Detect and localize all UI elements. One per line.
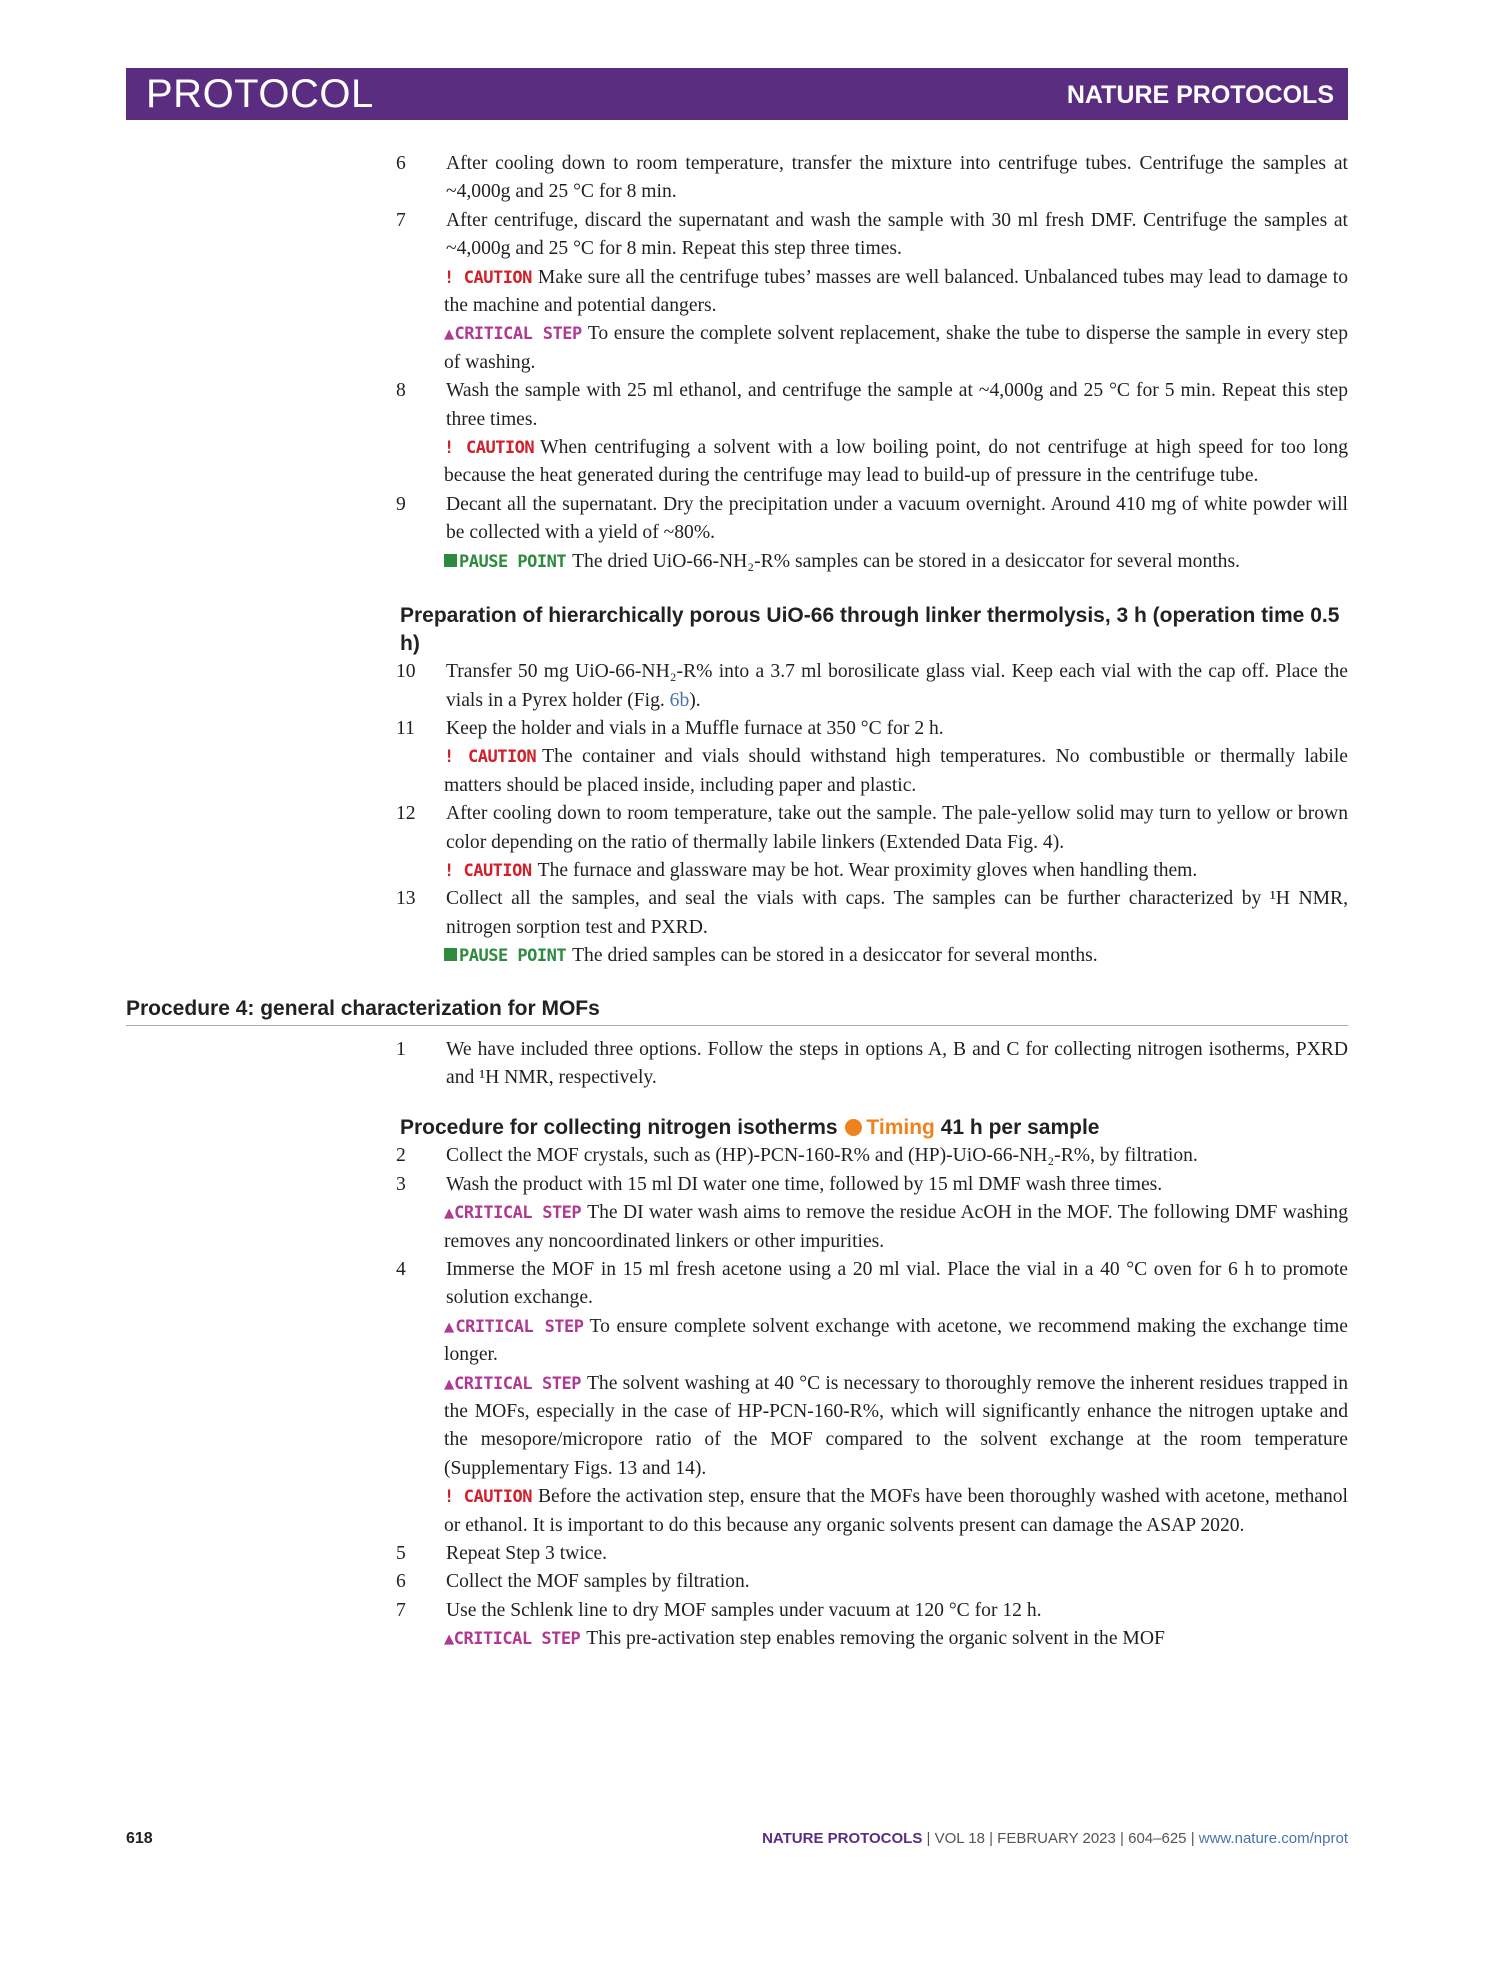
critical-step-note	[444, 320, 1348, 377]
step-text: Transfer 50 mg UiO-66-NH₂-R% into a 3.7 ml borosilicate glass vial. Keep each vial with the cap off. Place the vials in a Pyrex holder (Fig.	[446, 661, 1348, 711]
caution-note	[444, 743, 1348, 800]
step-number: 12	[396, 803, 416, 825]
step-2	[126, 1142, 1348, 1170]
step-number: 6	[396, 153, 406, 174]
step-text: Decant all the supernatant. Dry the precipitation under a vacuum overnight. Around 410 mg of white powder will be collected with a yield of ~80%.	[446, 493, 1348, 544]
step-6	[126, 1568, 1348, 1596]
step-number: 2	[396, 1145, 406, 1167]
footer-journal: NATURE PROTOCOLS	[762, 1830, 923, 1847]
page-number: 618	[126, 1830, 153, 1847]
footer-separator: |	[1120, 1830, 1124, 1847]
step-number: 8	[396, 380, 406, 402]
step-12	[126, 800, 1348, 857]
step-number: 9	[396, 493, 406, 515]
page-header	[126, 68, 1348, 120]
caution-text: When centrifuging a solvent with a low boiling point, do not centrifuge at high speed for too long because the heat generated during the centrifuge may lead to build-up of pressure in the centrifuge tube.	[444, 437, 1348, 487]
step-text: Use the Schlenk line to dry MOF samples under vacuum at 120 °C for 12 h.	[446, 1599, 1042, 1621]
critical-step-note	[444, 1199, 1348, 1256]
footer-separator: |	[926, 1830, 931, 1847]
figure-link[interactable]: 6b	[669, 689, 690, 711]
section-heading: Procedure 4: general characterization for MOFs	[126, 995, 1348, 1026]
caution-note	[444, 1483, 1348, 1540]
critical-text: The DI water wash aims to remove the residue AcOH in the MOF. The following DMF washing removes any noncoordinated linkers or other impurities.	[444, 1202, 1348, 1252]
critical-step-note	[444, 1313, 1348, 1370]
step-number: 13	[396, 888, 416, 910]
caution-note	[444, 264, 1348, 321]
critical-label: ▲CRITICAL STEP	[444, 1373, 581, 1394]
caution-note	[444, 434, 1348, 491]
subsection-heading: Preparation of hierarchically porous UiO-66 through linker thermolysis, 3 h (operation time 0.5 h)	[400, 604, 1340, 656]
step-text: Wash the product with 15 ml DI water one time, followed by 15 ml DMF wash three times.	[446, 1173, 1163, 1195]
step-text: After cooling down to room temperature, take out the sample. The pale-yellow solid may turn to yellow or brown color depending on the ratio of thermally labile linkers (Extended Data Fig. 4).	[446, 803, 1348, 853]
footer-separator: |	[989, 1830, 993, 1847]
critical-label: ▲CRITICAL STEP	[444, 1203, 582, 1224]
caution-text: The container and vials should withstand high temperatures. No combustible or thermally labile matters should be placed inside, including paper and plastic.	[444, 746, 1348, 796]
step-13	[126, 885, 1348, 942]
step-text: Collect the MOF samples by filtration.	[446, 1571, 750, 1593]
caution-label: ! CAUTION	[444, 267, 532, 288]
step-6	[126, 150, 1348, 207]
step-number: 1	[396, 1038, 406, 1060]
step-1	[126, 1036, 1348, 1093]
caution-text: Before the activation step, ensure that the MOFs have been thoroughly washed with acetone, methanol or ethanol. It is important to do this because any organic solvents present can damage the ASAP 2020.	[444, 1486, 1348, 1536]
critical-step-note	[444, 1370, 1348, 1484]
step-text: Wash the sample with 25 ml ethanol, and centrifuge the sample at ~4,000g and 25 °C for 5 min. Repeat this step three times.	[446, 380, 1348, 430]
footer-url-link[interactable]: www.nature.com/nprot	[1198, 1830, 1348, 1847]
step-7	[126, 1597, 1348, 1625]
step-number: 11	[396, 717, 415, 739]
step-7	[126, 207, 1348, 264]
caution-label: ! CAUTION	[444, 1487, 532, 1508]
header-journal-name: NATURE PROTOCOLS	[1066, 81, 1334, 109]
step-text: Keep the holder and vials in a Muffle furnace at 350 °C for 2 h.	[446, 717, 944, 739]
footer-pages: 604–625	[1128, 1830, 1187, 1847]
step-number: 10	[396, 661, 416, 683]
footer-date: FEBRUARY 2023	[997, 1830, 1116, 1847]
step-text: We have included three options. Follow the steps in options A, B and C for collecting nitrogen isotherms, PXRD and ¹H NMR, respectively.	[446, 1038, 1348, 1088]
caution-label: ! CAUTION	[444, 747, 537, 768]
critical-step-note	[444, 1625, 1348, 1653]
critical-label: ▲CRITICAL STEP	[444, 1629, 581, 1650]
timing-label: Timing	[866, 1116, 935, 1140]
step-number: 3	[396, 1173, 406, 1195]
critical-text: To ensure the complete solvent replacement, shake the tube to disperse the sample in every step of washing.	[444, 323, 1348, 373]
pause-point-note	[444, 548, 1348, 576]
critical-label: ▲CRITICAL STEP	[444, 1316, 584, 1337]
pause-square-icon	[444, 948, 457, 961]
step-text: Immerse the MOF in 15 ml fresh acetone using a 20 ml vial. Place the vial in a 40 °C oven for 6 h to promote solution exchange.	[446, 1259, 1348, 1309]
footer-volume: VOL 18	[934, 1830, 985, 1847]
header-protocol-label: PROTOCOL	[146, 72, 374, 116]
caution-text: Make sure all the centrifuge tubes’ masses are well balanced. Unbalanced tubes may lead to damage to the machine and potential dangers.	[444, 266, 1348, 317]
pause-text: The dried samples can be stored in a desiccator for several months.	[572, 945, 1098, 967]
step-text: Repeat Step 3 twice.	[446, 1543, 608, 1565]
main-content	[126, 150, 1348, 1654]
footer-separator: |	[1190, 1830, 1195, 1847]
timing-circle-icon	[845, 1119, 862, 1136]
subsection-heading	[400, 1114, 1348, 1142]
step-4	[126, 1256, 1348, 1313]
pause-label: PAUSE POINT	[459, 551, 567, 572]
step-text: After cooling down to room temperature, transfer the mixture into centrifuge tubes. Centrifuge the samples at ~4,000g and 25 °C for 8 min.	[446, 153, 1348, 203]
critical-text: This pre-activation step enables removing the organic solvent in the MOF	[586, 1628, 1165, 1650]
step-text: After centrifuge, discard the supernatant and wash the sample with 30 ml fresh DMF. Centrifuge the samples at ~4,000g and 25 °C for 8 min. Repeat this step three times.	[446, 209, 1348, 260]
footer-citation	[762, 1830, 1348, 1847]
step-11	[126, 715, 1348, 743]
subsection-title: Procedure for collecting nitrogen isotherms	[400, 1116, 838, 1140]
critical-text: To ensure complete solvent exchange with acetone, we recommend making the exchange time longer.	[444, 1315, 1348, 1366]
timing-value: 41 h per sample	[940, 1116, 1100, 1140]
step-5	[126, 1540, 1348, 1568]
step-number: 7	[396, 209, 406, 231]
step-text-end: ).	[689, 689, 701, 711]
caution-note	[444, 857, 1348, 885]
critical-text: The solvent washing at 40 °C is necessary to thoroughly remove the inherent residues trapped in the MOFs, especially in the case of HP-PCN-160-R%, which will significantly enhance the nitrogen uptake and the mesopore/micropore ratio of the MOF compared to the solvent exchange at the room temperature (Supplementary Figs. 13 and 14).	[444, 1372, 1348, 1479]
step-9	[126, 491, 1348, 548]
pause-square-icon	[444, 554, 457, 567]
step-3	[126, 1171, 1348, 1199]
critical-label: ▲CRITICAL STEP	[444, 324, 582, 345]
pause-text: The dried UiO-66-NH₂-R% samples can be stored in a desiccator for several months.	[572, 550, 1241, 572]
step-number: 7	[396, 1599, 406, 1621]
caution-label: ! CAUTION	[444, 860, 532, 881]
caution-label: ! CAUTION	[444, 438, 535, 459]
caution-text: The furnace and glassware may be hot. Wear proximity gloves when handling them.	[537, 859, 1198, 881]
step-number: 4	[396, 1259, 406, 1280]
step-number: 5	[396, 1543, 406, 1565]
step-number: 6	[396, 1571, 406, 1593]
pause-point-note	[444, 942, 1348, 970]
step-text: Collect all the samples, and seal the vials with caps. The samples can be further characterized by ¹H NMR, nitrogen sorption test and PXRD.	[446, 888, 1348, 938]
step-text: Collect the MOF crystals, such as (HP)-PCN-160-R% and (HP)-UiO-66-NH₂-R%, by filtration.	[446, 1145, 1198, 1167]
step-10	[126, 658, 1348, 715]
step-8	[126, 377, 1348, 434]
pause-label: PAUSE POINT	[459, 946, 567, 967]
